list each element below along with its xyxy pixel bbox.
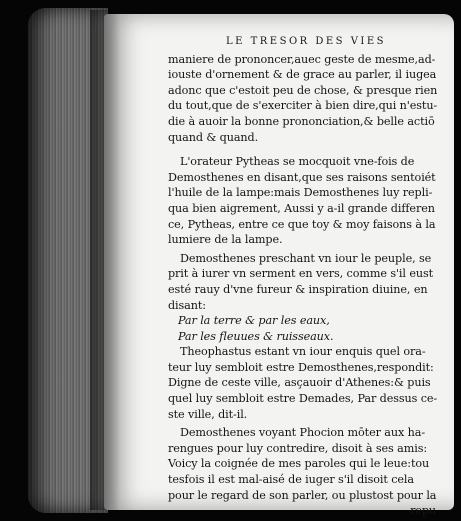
text-line: Demosthenes preschant vn iour le peuple, se bbox=[180, 251, 432, 265]
running-head: LE TRESOR DES VIES bbox=[225, 36, 387, 47]
text-line: Digne de ceste ville, asçauoir d'Athenes:& puis bbox=[168, 376, 431, 390]
paragraph-3 bbox=[168, 251, 444, 313]
text-line: esté rauy d'vne fureur & inspiration diuine, en bbox=[168, 282, 428, 296]
paragraph-2 bbox=[168, 154, 444, 248]
verse-line: Par les fleuues & ruisseaux. bbox=[178, 329, 334, 343]
page-text bbox=[168, 34, 444, 519]
spine-shadow bbox=[90, 10, 120, 510]
text-line: quand & quand. bbox=[168, 130, 259, 144]
text-line: quel luy sembloit estre Demades, Par dessus ce- bbox=[168, 392, 438, 406]
paragraph-4 bbox=[168, 344, 444, 422]
verse-block bbox=[168, 313, 444, 344]
text-line: L'orateur Pytheas se mocquoit vne-fois de bbox=[180, 155, 415, 169]
text-line: l'huile de la lampe:mais Demosthenes luy repli- bbox=[168, 186, 433, 200]
text-line: Voicy la coignée de mes paroles qui le leue:tou bbox=[168, 457, 430, 471]
text-line: tesfois il est mal-aisé de iuger s'il disoit cela bbox=[168, 473, 414, 487]
text-line: ste ville, dit-il. bbox=[168, 407, 248, 421]
paragraph-1 bbox=[168, 52, 444, 146]
text-line: Theophastus estant vn iour enquis quel ora- bbox=[180, 345, 426, 359]
catchword: repu bbox=[410, 504, 436, 518]
text-line: qua bien aigrement, Aussi y a-il grande differen bbox=[168, 201, 435, 215]
text-line: Demosthenes voyant Phocion mōter aux ha- bbox=[180, 426, 425, 440]
text-line: iouste d'ornement & de grace au parler, il iugea bbox=[168, 68, 437, 82]
text-line: Demosthenes en disant,que ses raisons sentoiét bbox=[168, 170, 436, 184]
book-page bbox=[104, 14, 454, 518]
verse-line: Par la terre & par les eaux, bbox=[178, 314, 330, 328]
text-line: pour le regard de son parler, ou plustost pour la bbox=[168, 488, 437, 502]
text-line: disant: bbox=[168, 298, 206, 312]
text-line: lumiere de la lampe. bbox=[168, 233, 283, 247]
text-line: ce, Pytheas, entre ce que toy & moy faisons à la bbox=[168, 217, 436, 231]
text-line: prit à iurer vn serment en vers, comme s'il eust bbox=[168, 267, 434, 281]
paragraph-5 bbox=[168, 425, 444, 503]
text-line: maniere de prononcer,auec geste de mesme,ad- bbox=[168, 52, 436, 66]
text-line: die à auoir la bonne prononciation,& belle actiō bbox=[168, 114, 435, 128]
text-line: teur luy sembloit estre Demosthenes,respondit: bbox=[168, 360, 434, 374]
text-line: du tout,que de s'exerciter à bien dire,qui n'estu- bbox=[168, 99, 438, 113]
text-line: rengues pour luy contredire, disoit à ses amis: bbox=[168, 441, 428, 455]
text-line: adonc que c'estoit peu de chose, & presque rien bbox=[168, 83, 438, 97]
